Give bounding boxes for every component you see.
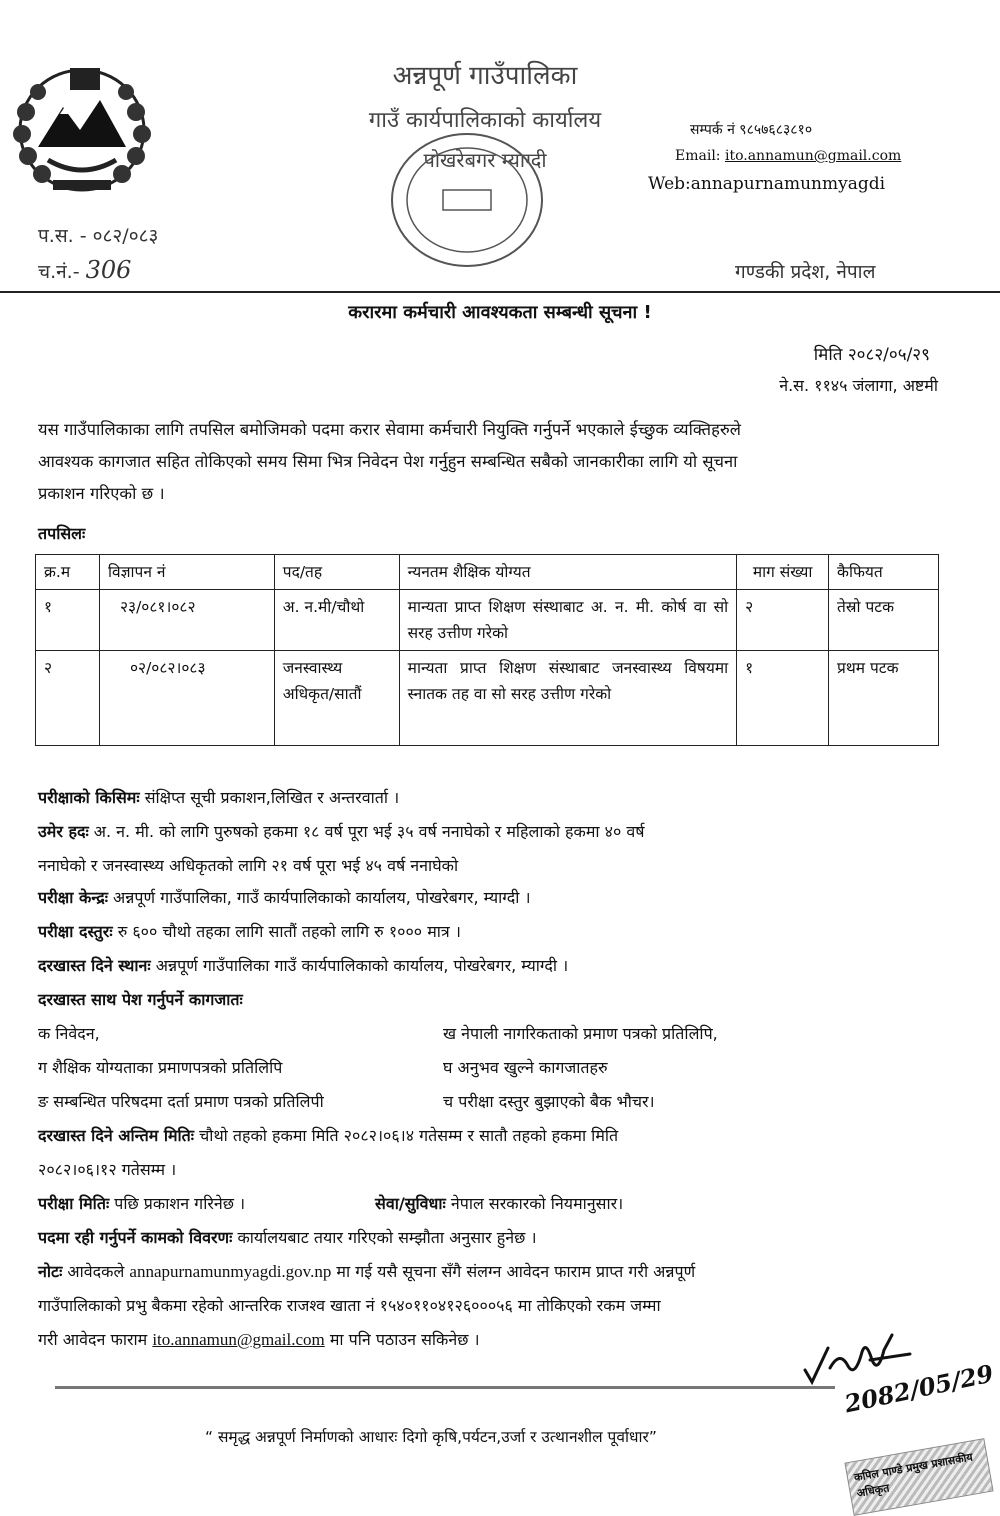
contact-email — [675, 148, 901, 164]
exam-date-line — [38, 1192, 245, 1214]
exam-date-label: परीक्षा मितिः — [38, 1194, 110, 1213]
notice-date: मिति २०८२/०५/२९ — [813, 345, 930, 365]
note-text-1b: मा गई यसै सूचना सँगै संलग्न आवेदन फाराम प्राप्त गरी अन्नपूर्ण — [336, 1262, 696, 1281]
deadline-label: दरखास्त दिने अन्तिम मितिः — [38, 1126, 195, 1145]
col-header-demand: माग संख्या — [737, 555, 829, 590]
intro-line-1: यस गाउँपालिकाका लागि तपसिल बमोजिमको पदमा करार सेवामा कर्मचारी नियुक्ति गर्नुपर्ने भएकाले ईच्छुक व्यक्तिहरुले — [38, 420, 741, 439]
exam-type-line — [38, 786, 399, 808]
schedule-label: तपसिलः — [38, 524, 86, 543]
exam-center-line — [38, 886, 531, 908]
header-divider — [0, 291, 1000, 293]
apply-place-label: दरखास्त दिने स्थानः — [38, 956, 151, 975]
website-link[interactable]: annapurnamunmyagdi.gov.np — [129, 1262, 332, 1281]
officer-stamp — [844, 1438, 993, 1516]
exam-center-value: अन्नपूर्ण गाउँपालिका, गाउँ कार्यपालिकाको कार्यालय, पोखरेबगर, म्याग्दी । — [113, 888, 531, 907]
cell-post: अ. न.मी/चौथो — [274, 590, 399, 651]
job-description-value: कार्यालयबाट तयार गरिएको सम्झौता अनुसार हुनेछ । — [237, 1228, 537, 1247]
facility-label: सेवा/सुविधाः — [375, 1194, 446, 1213]
ps-number: प.स. - ०८२/०८३ — [38, 225, 159, 247]
cell-adv-no: ०२/०८२।०८३ — [99, 651, 274, 746]
facility-value: नेपाल सरकारको नियमानुसार। — [450, 1194, 624, 1213]
footer-slogan: “ समृद्ध अन्नपूर्ण निर्माणको आधारः दिगो कृषि,पर्यटन,उर्जा र उत्थानशील पूर्वाधार” — [205, 1428, 657, 1446]
contact-phone: सम्पर्क नं ९८५७६८३८१० — [690, 122, 813, 138]
document-item: घ अनुभव खुल्ने कागजातहरु — [443, 1058, 608, 1077]
cell-demand: १ — [737, 651, 829, 746]
table-row — [36, 651, 939, 746]
nepal-emblem-icon — [8, 52, 156, 202]
document-item: ख नेपाली नागरिकताको प्रमाण पत्रको प्रतिलिपि, — [443, 1024, 718, 1043]
job-description-label: पदमा रही गर्नुपर्ने कामको विवरणः — [38, 1228, 233, 1247]
age-line-1 — [38, 820, 645, 842]
intro-paragraph — [38, 414, 938, 510]
documents-label: दरखास्त साथ पेश गर्नुपर्ने कागजातः — [38, 990, 243, 1009]
cn-label: च.नं.- — [38, 261, 80, 283]
exam-fee-value: रु ६०० चौथो तहका लागि सातौं तहको लागि रु १००० मात्र । — [117, 922, 461, 941]
table-header-row — [36, 555, 939, 590]
apply-place-value: अन्नपूर्ण गाउँपालिका गाउँ कार्यपालिकाको कार्यालय, पोखरेबगर, म्याग्दी । — [155, 956, 569, 975]
office-name: गाउँ कार्यपालिकाको कार्यालय — [368, 108, 602, 133]
cn-value: 306 — [85, 256, 132, 284]
cell-remarks: तेस्रो पटक — [829, 590, 939, 651]
document-item: ग शैक्षिक योग्यताका प्रमाणपत्रको प्रतिलिपि — [38, 1058, 283, 1077]
deadline-line-2: २०८२।०६।१२ गतेसम्म । — [38, 1160, 177, 1179]
cell-remarks: प्रथम पटक — [829, 651, 939, 746]
col-header-remarks: कैफियत — [829, 555, 939, 590]
deadline-value-1: चौथो तहको हकमा मिति २०८२।०६।४ गतेसम्म र सातौ तहको हकमा मिति — [199, 1126, 619, 1145]
col-header-qualification: न्यनतम शैक्षिक योग्यत — [399, 555, 736, 590]
cell-sn: २ — [36, 651, 100, 746]
document-item: ङ सम्बन्धित परिषदमा दर्ता प्रमाण पत्रको प्रतिलिपी — [38, 1092, 324, 1111]
job-description-line — [38, 1226, 537, 1248]
province-name: गण्डकी प्रदेश, नेपाल — [735, 261, 876, 283]
email-link[interactable]: ito.annamun@gmail.com — [724, 148, 902, 164]
cell-qualification: मान्यता प्राप्त शिक्षण संस्थाबाट जनस्वास्थ्य विषयमा स्नातक तह वा सो सरह उत्तीण गरेको — [399, 651, 736, 746]
apply-place-line — [38, 954, 568, 976]
document-item: च परीक्षा दस्तुर बुझाएको बैक भौचर। — [443, 1092, 655, 1111]
col-header-adv-no: विज्ञापन नं — [99, 555, 274, 590]
facility-line — [375, 1192, 623, 1214]
signature-date: 2082/05/29 — [842, 1358, 996, 1419]
age-value-1: अ. न. मी. को लागि पुरुषको हकमा १८ वर्ष पूरा भई ३५ वर्ष ननाघेको र महिलाको हकमा ४० वर्ष — [93, 822, 645, 841]
age-line-2: ननाघेको र जनस्वास्थ्य अधिकृतको लागि २१ वर्ष पूरा भई ४५ वर्ष ननाघेको — [38, 856, 459, 875]
intro-line-2: आवश्यक कागजात सहित तोकिएको समय सिमा भित्र निवेदन पेश गर्नुहुन सम्बन्धित सबैको जानकारीका लागि यो सूचना — [38, 452, 738, 471]
deadline-line-1 — [38, 1124, 618, 1146]
contact-web: Web:annapurnamunmyagdi — [648, 174, 886, 194]
cell-post: जनस्वास्थ्य अधिकृत/सातौं — [274, 651, 399, 746]
cn-number — [38, 256, 131, 284]
exam-type-value: संक्षिप्त सूची प्रकाशन,लिखित र अन्तरवार्ता । — [144, 788, 400, 807]
exam-date-value: पछि प्रकाशन गरिनेछ । — [114, 1194, 246, 1213]
notice-ns-date: ने.स. ११४५ जंलागा, अष्टमी — [779, 376, 938, 395]
cell-sn: १ — [36, 590, 100, 651]
exam-fee-label: परीक्षा दस्तुरः — [38, 922, 113, 941]
vacancy-table — [35, 554, 939, 746]
note-text-1a: आवेदकले — [67, 1262, 125, 1281]
office-location: पोखरेबगर म्याग्दी — [423, 148, 547, 172]
officer-stamp-text: कपिल पाण्डे प्रमुख प्रशासकीय अधिकृत — [853, 1450, 974, 1500]
cell-adv-no: २३/०८१।०८२ — [99, 590, 274, 651]
col-header-post: पद/तह — [274, 555, 399, 590]
note-line-2: गाउँपालिकाको प्रभु बैकमा रहेको आन्तरिक राजश्व खाता नं १५४०११०४१२६०००५६ मा तोकिएको रकम जम्मा — [38, 1296, 661, 1315]
age-label: उमेर हदः — [38, 822, 89, 841]
cell-demand: २ — [737, 590, 829, 651]
note-text-3a: गरी आवेदन फाराम — [38, 1330, 148, 1349]
email-label: Email: — [675, 148, 721, 164]
exam-type-label: परीक्षाको किसिमः — [38, 788, 140, 807]
municipality-name: अन्नपूर्ण गाउँपालिका — [392, 61, 578, 91]
document-item: क निवेदन, — [38, 1024, 100, 1043]
office-stamp — [385, 128, 550, 278]
notice-title: करारमा कर्मचारी आवश्यकता सम्बन्धी सूचना ! — [348, 302, 652, 323]
note-line-1 — [38, 1260, 695, 1282]
col-header-sn: क्र.म — [36, 555, 100, 590]
cell-qualification: मान्यता प्राप्त शिक्षण संस्थाबाट अ. न. मी. कोर्ष वा सो सरह उत्तीण गरेको — [399, 590, 736, 651]
note-text-3b: मा पनि पठाउन सकिनेछ । — [329, 1330, 480, 1349]
table-row — [36, 590, 939, 651]
footer-divider — [55, 1386, 835, 1389]
note-email-link[interactable]: ito.annamun@gmail.com — [152, 1330, 325, 1349]
note-line-3 — [38, 1328, 480, 1350]
exam-center-label: परीक्षा केन्द्रः — [38, 888, 108, 907]
exam-fee-line — [38, 920, 461, 942]
intro-line-3: प्रकाशन गरिएको छ । — [38, 484, 165, 503]
note-label: नोटः — [38, 1262, 63, 1281]
